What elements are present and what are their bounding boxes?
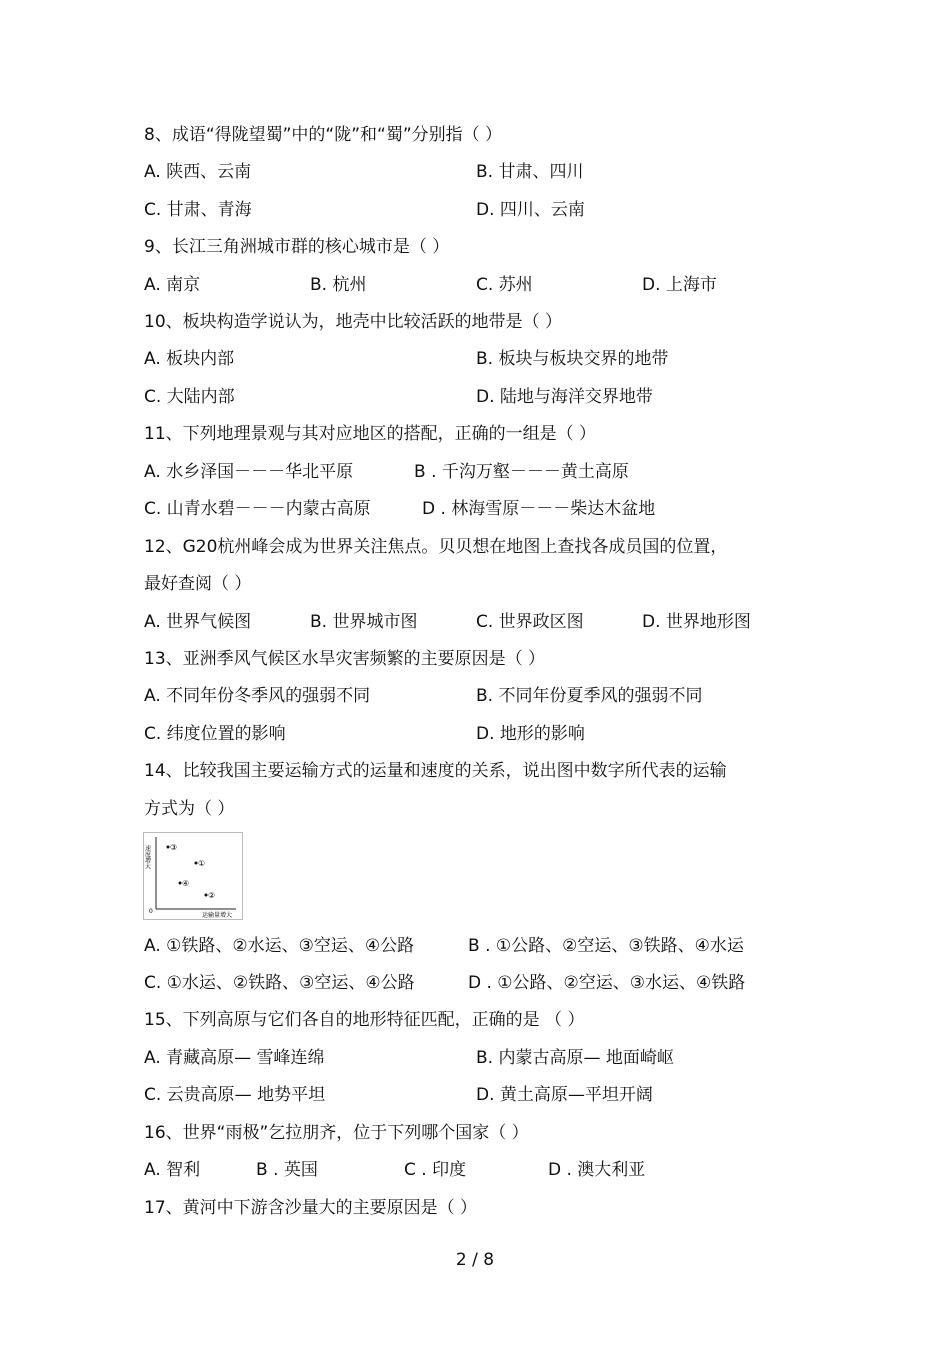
q8-option-b: B. 甘肃、四川 [476,162,584,182]
q15-option-b: B. 内蒙古高原— 地面崎岖 [476,1048,674,1068]
q12-option-c: C. 世界政区图 [476,612,584,632]
origin-label: 0 [149,908,153,915]
q8-option-c: C. 甘肃、青海 [144,200,252,220]
q8-option-d: D. 四川、云南 [476,200,585,220]
q11-option-d: D . 林海雪原－－－柴达木盆地 [422,499,656,519]
question-10-stem: 10、板块构造学说认为，地壳中比较活跃的地带是（ ） [144,312,563,332]
question-16-stem: 16、世界“雨极”乞拉朋齐，位于下列哪个国家（ ） [144,1123,529,1143]
q16-option-c: C . 印度 [404,1160,467,1180]
x-axis-label: 运输量增大 [202,912,233,919]
q13-option-c: C. 纬度位置的影响 [144,724,286,744]
question-14-stem-continued: 方式为（ ） [144,799,235,819]
q12-option-d: D. 世界地形图 [642,612,751,632]
q15-option-d: D. 黄土高原—平坦开阔 [476,1085,653,1105]
q10-option-a: A. 板块内部 [144,349,235,369]
transport-chart-figure [143,832,243,920]
point-4-label: ④ [182,879,190,888]
q8-option-a: A. 陕西、云南 [144,162,252,182]
q14-option-a: A. ①铁路、②水运、③空运、④公路 [144,936,415,956]
q9-option-c: C. 苏州 [476,275,533,295]
question-17-stem: 17、黄河中下游含沙量大的主要原因是（ ） [144,1198,478,1218]
q11-option-a: A. 水乡泽国－－－华北平原 [144,462,354,482]
q11-option-c: C. 山青水碧－－－内蒙古高原 [144,499,371,519]
q9-option-a: A. 南京 [144,275,201,295]
q16-option-a: A. 智利 [144,1160,201,1180]
q13-option-b: B. 不同年份夏季风的强弱不同 [476,686,703,706]
q13-option-d: D. 地形的影响 [476,724,585,744]
question-14-stem: 14、比较我国主要运输方式的运量和速度的关系，说出图中数字所代表的运输 [144,761,727,781]
q16-option-d: D . 澳大利亚 [548,1160,646,1180]
page-number: 2 / 8 [455,1250,495,1270]
q10-option-c: C. 大陆内部 [144,387,235,407]
question-12-stem-continued: 最好查阅（ ） [144,574,252,594]
question-12-stem: 12、G20杭州峰会成为世界关注焦点。贝贝想在地图上查找各成员国的位置， [144,537,728,557]
question-15-stem: 15、下列高原与它们各自的地形特征匹配，正确的是 （ ） [144,1010,585,1030]
y-axis-label: 速度增大 [144,845,151,869]
q9-option-d: D. 上海市 [642,275,717,295]
q15-option-c: C. 云贵高原— 地势平坦 [144,1085,326,1105]
q9-option-b: B. 杭州 [310,275,367,295]
q12-option-a: A. 世界气候图 [144,612,252,632]
q13-option-a: A. 不同年份冬季风的强弱不同 [144,686,371,706]
q16-option-b: B . 英国 [256,1160,318,1180]
point-1-label: ① [198,859,206,868]
q12-option-b: B. 世界城市图 [310,612,418,632]
question-8-stem: 8、成语“得陇望蜀”中的“陇”和“蜀”分别指（ ） [144,125,503,145]
point-3-label: ③ [170,843,178,852]
question-13-stem: 13、亚洲季风气候区水旱灾害频繁的主要原因是（ ） [144,649,546,669]
q15-option-a: A. 青藏高原— 雪峰连绵 [144,1048,325,1068]
q14-option-d: D . ①公路、②空运、③水运、④铁路 [468,973,746,993]
q14-option-b: B . ①公路、②空运、③铁路、④水运 [468,936,744,956]
q10-option-b: B. 板块与板块交界的地带 [476,349,669,369]
transport-chart-svg [144,833,242,919]
point-2-label: ② [208,891,216,900]
q11-option-b: B . 千沟万壑－－－黄土高原 [414,462,629,482]
question-11-stem: 11、下列地理景观与其对应地区的搭配，正确的一组是（ ） [144,424,597,444]
q10-option-d: D. 陆地与海洋交界地带 [476,387,653,407]
question-9-stem: 9、长江三角洲城市群的核心城市是（ ） [144,237,450,257]
q14-option-c: C. ①水运、②铁路、③空运、④公路 [144,973,415,993]
